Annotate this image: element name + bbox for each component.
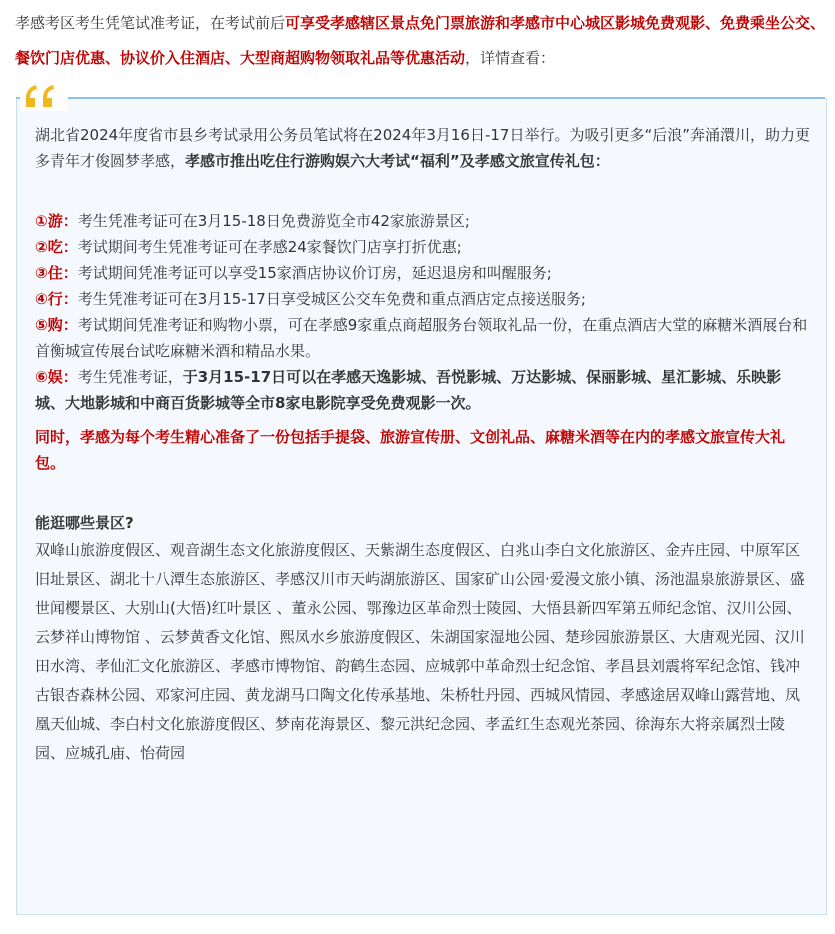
intro-suffix: ，详情查看： [465,49,556,67]
quote-content [35,122,811,768]
quote-top-line-right [68,97,825,99]
para1-bold: 孝感市推出吃住行游购娱六大考试“福利”及孝感文旅宣传礼包： [185,152,610,170]
benefit-item-chi [35,234,811,260]
benefit-label: ⑥娱： [35,368,78,386]
benefit-text: 考生凭准考证， [77,368,183,386]
intro-highlight: 可享受孝感辖区景点免门票旅游和孝感市中心城区影城免费观影、免费乘坐公交、餐饮门店优惠、协议价入住酒店、大型商超购物领取礼品等优惠活动 [15,14,826,67]
benefit-text: 考生凭准考证可在3月15-18日免费游览全市42家旅游景区; [77,212,470,230]
spacer [35,416,811,424]
para1-text: 湖北省2024年度省市县乡考试录用公务员笔试将在2024年3月16日-17日举行。为吸引更多“后浪”奔涌澴川，助力更多青年才俊圆梦孝感， [35,126,811,170]
spacer [35,200,811,208]
spots-heading: 能逛哪些景区? [35,514,134,532]
intro-prefix: 孝感考区考生凭笔试准考证，在考试前后 [15,14,286,32]
benefit-label: ⑤购： [35,316,78,334]
benefit-item-you [35,208,811,234]
benefit-label: ①游： [35,212,78,230]
benefit-text: 考生凭准考证可在3月15-17日享受城区公交车免费和重点酒店定点接送服务; [77,290,586,308]
gift-note: 同时，孝感为每个考生精心准备了一份包括手提袋、旅游宣传册、文创礼品、麻糖米酒等在内的孝感文旅宣传大礼包。 [35,428,786,472]
spacer [35,476,811,502]
benefit-item-gou [35,312,811,364]
benefit-bold-text: 于3月15-17日可以在孝感天逸影城、吾悦影城、万达影城、保丽影城、星汇影城、乐映影城、大地影城和中商百货影城等全市8家电影院享受免费观影一次。 [35,368,782,412]
quote-mark-icon [20,81,68,111]
benefit-text: 考试期间考生凭准考证可在孝感24家餐饮门店享打折优惠; [77,238,462,256]
benefit-item-zhu [35,260,811,286]
spots-list: 双峰山旅游度假区、观音湖生态文化旅游度假区、天紫湖生态度假区、白兆山李白文化旅游区、金卉庄园、中原军区旧址景区、湖北十八潭生态旅游区、孝感汉川市天屿湖旅游区、国家矿山公园·爱漫文旅小镇、汤池温泉旅游景区、盛世闻樱景区、大别山(大悟)红叶景区 、董永公园、鄂豫边区革命烈士陵园、大悟县新四军第五师纪念馆、汉川公园、云梦祥山博物馆 、云梦黄香文化馆、熙凤水乡旅游度假区、朱湖国家湿地公园、楚珍园旅游景区、大唐观光园、汉川田水湾、孝仙汇文化旅游区、孝感市博物馆、韵鹤生态园、应城郭中革命烈士纪念馆、孝昌县刘震将军纪念馆、钱冲古银杏森林公园、邓家河庄园、黄龙湖马口陶文化传承基地、朱桥牡丹园、西城风情园、孝感途居双峰山露营地、凤凰天仙城、李白村文化旅游度假区、梦南花海景区、黎元洪纪念园、孝孟红生态观光茶园、徐海东大将亲属烈士陵园、应城孔庙、怡荷园 [35,541,805,762]
benefit-label: ④行： [35,290,78,308]
benefit-label: ③住： [35,264,78,282]
benefit-item-yu [35,364,811,416]
spacer [35,502,811,510]
intro-paragraph [15,6,827,76]
benefit-text: 考试期间凭准考证可以享受15家酒店协议价订房，延迟退房和叫醒服务; [77,264,552,282]
benefit-label: ②吃： [35,238,78,256]
spacer [35,174,811,200]
benefit-item-xing [35,286,811,312]
quote-para1 [35,122,811,174]
benefit-text: 考试期间凭准考证和购物小票，可在孝感9家重点商超服务台领取礼品一份，在重点酒店大堂的麻糖米酒展台和首衡城宣传展台试吃麻糖米酒和精品水果。 [35,316,808,360]
